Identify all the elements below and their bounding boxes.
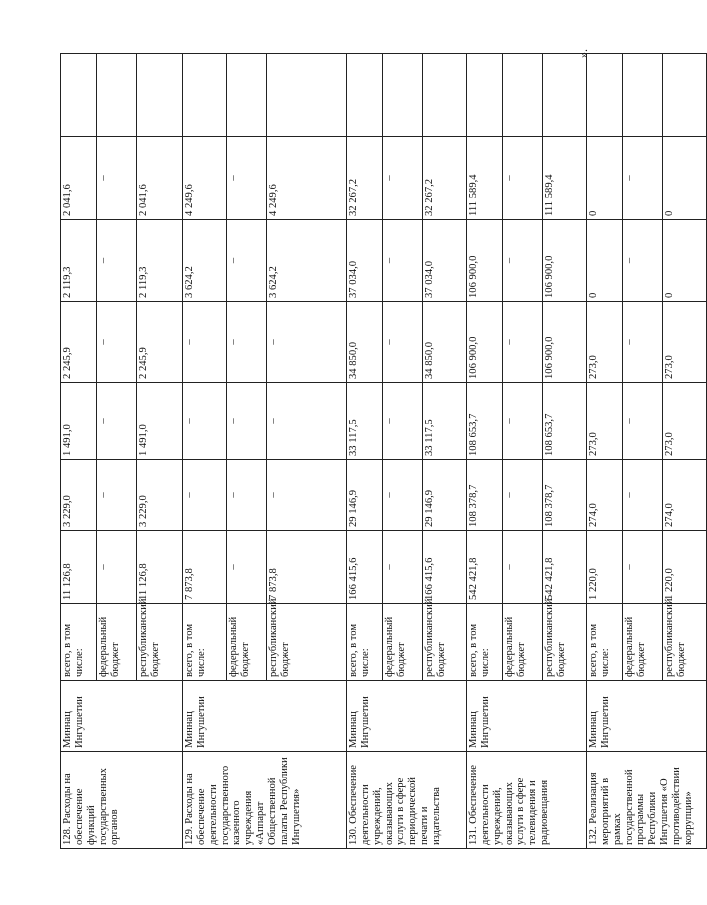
amount-cell: 542 421,8: [467, 531, 503, 604]
funding-source-cell: федеральный бюджет: [503, 604, 543, 681]
amount-cell: –: [503, 383, 543, 460]
amount-cell: –: [623, 220, 663, 302]
measure-title-cell: 129. Расходы на обеспечение деятельности государственного казенного учреждения «Аппарат Общественной палаты Республики Ингушетия»: [183, 752, 347, 849]
funding-source-cell: федеральный бюджет: [623, 604, 663, 681]
amount-cell: –: [623, 302, 663, 383]
amount-cell: 33 117,5: [423, 383, 467, 460]
amount-cell: 33 117,5: [347, 383, 383, 460]
amount-cell: 1 220,0: [587, 531, 623, 604]
amount-cell: –: [267, 460, 347, 531]
amount-cell: 1 220,0: [663, 531, 707, 604]
empty-cell: [383, 54, 423, 137]
amount-cell: –: [503, 137, 543, 220]
table-body: [61, 54, 707, 849]
funding-source-cell: республиканский бюджет: [543, 604, 587, 681]
amount-cell: 37 034,0: [347, 220, 383, 302]
amount-cell: 32 267,2: [347, 137, 383, 220]
table-row: [587, 54, 623, 849]
amount-cell: –: [383, 220, 423, 302]
amount-cell: –: [183, 460, 227, 531]
amount-cell: 0: [663, 220, 707, 302]
closing-quote: ».: [576, 49, 590, 58]
amount-cell: 108 653,7: [467, 383, 503, 460]
empty-cell: [137, 54, 183, 137]
amount-cell: 34 850,0: [347, 302, 383, 383]
empty-cell: [347, 54, 383, 137]
table-row: [183, 54, 227, 849]
amount-cell: 7 873,8: [267, 531, 347, 604]
amount-cell: 166 415,6: [423, 531, 467, 604]
amount-cell: 273,0: [587, 383, 623, 460]
amount-cell: –: [227, 460, 267, 531]
amount-cell: 4 249,6: [183, 137, 227, 220]
amount-cell: 37 034,0: [423, 220, 467, 302]
executor-cell: Миннац Ингушетии: [347, 681, 467, 752]
amount-cell: 274,0: [587, 460, 623, 531]
amount-cell: –: [623, 460, 663, 531]
amount-cell: –: [623, 531, 663, 604]
table-row: [347, 54, 383, 849]
amount-cell: –: [97, 531, 137, 604]
amount-cell: 2 119,3: [137, 220, 183, 302]
amount-cell: 273,0: [587, 302, 623, 383]
empty-cell: [587, 54, 623, 137]
empty-cell: [543, 54, 587, 137]
funding-source-cell: федеральный бюджет: [227, 604, 267, 681]
amount-cell: –: [183, 383, 227, 460]
amount-cell: –: [227, 531, 267, 604]
funding-source-cell: республиканский бюджет: [137, 604, 183, 681]
empty-cell: [97, 54, 137, 137]
amount-cell: 29 146,9: [347, 460, 383, 531]
amount-cell: 166 415,6: [347, 531, 383, 604]
amount-cell: 32 267,2: [423, 137, 467, 220]
amount-cell: –: [227, 220, 267, 302]
table-row: [61, 54, 97, 849]
measure-title-cell: 130. Обеспечение деятельности учреждений, оказывающих услуги в сфере периодической печати и издательства: [347, 752, 467, 849]
amount-cell: –: [503, 460, 543, 531]
amount-cell: –: [227, 383, 267, 460]
amount-cell: 274,0: [663, 460, 707, 531]
amount-cell: –: [267, 302, 347, 383]
funding-source-cell: всего, в том числе:: [587, 604, 623, 681]
amount-cell: 2 245,9: [137, 302, 183, 383]
amount-cell: –: [383, 531, 423, 604]
amount-cell: 2 119,3: [61, 220, 97, 302]
empty-cell: [61, 54, 97, 137]
amount-cell: 3 624,2: [183, 220, 227, 302]
budget-table: [60, 53, 707, 849]
funding-source-cell: всего, в том числе:: [61, 604, 97, 681]
amount-cell: 106 900,0: [467, 220, 503, 302]
amount-cell: –: [97, 383, 137, 460]
empty-cell: [183, 54, 227, 137]
amount-cell: 111 589,4: [467, 137, 503, 220]
funding-source-cell: федеральный бюджет: [383, 604, 423, 681]
empty-cell: [467, 54, 503, 137]
amount-cell: –: [183, 302, 227, 383]
empty-cell: [227, 54, 267, 137]
amount-cell: –: [97, 137, 137, 220]
amount-cell: 0: [587, 220, 623, 302]
executor-cell: Миннац Ингушетии: [61, 681, 183, 752]
amount-cell: –: [97, 220, 137, 302]
amount-cell: –: [97, 460, 137, 531]
amount-cell: 0: [663, 137, 707, 220]
amount-cell: 1 491,0: [137, 383, 183, 460]
measure-title-cell: 131. Обеспечение деятельности учреждений, оказывающих услуги в сфере телевидения и радиовещания: [467, 752, 587, 849]
funding-source-cell: всего, в том числе:: [347, 604, 383, 681]
amount-cell: 2 041,6: [137, 137, 183, 220]
amount-cell: 4 249,6: [267, 137, 347, 220]
amount-cell: 273,0: [663, 302, 707, 383]
empty-cell: [623, 54, 663, 137]
amount-cell: –: [623, 383, 663, 460]
amount-cell: 108 378,7: [543, 460, 587, 531]
amount-cell: 106 900,0: [543, 302, 587, 383]
amount-cell: 3 229,0: [61, 460, 97, 531]
amount-cell: 34 850,0: [423, 302, 467, 383]
amount-cell: –: [503, 302, 543, 383]
funding-source-cell: федеральный бюджет: [97, 604, 137, 681]
amount-cell: 106 900,0: [467, 302, 503, 383]
amount-cell: –: [267, 383, 347, 460]
amount-cell: 108 378,7: [467, 460, 503, 531]
empty-cell: [267, 54, 347, 137]
funding-source-cell: всего, в том числе:: [183, 604, 227, 681]
amount-cell: –: [383, 137, 423, 220]
amount-cell: –: [503, 531, 543, 604]
amount-cell: 3 624,2: [267, 220, 347, 302]
amount-cell: –: [383, 460, 423, 531]
amount-cell: 3 229,0: [137, 460, 183, 531]
measure-title-cell: 132. Реализация мероприятий в рамках государственной программы Республики Ингушетия «О противодействии коррупции»: [587, 752, 707, 849]
amount-cell: –: [503, 220, 543, 302]
amount-cell: 11 126,8: [61, 531, 97, 604]
funding-source-cell: всего, в том числе:: [467, 604, 503, 681]
amount-cell: 273,0: [663, 383, 707, 460]
amount-cell: 1 491,0: [61, 383, 97, 460]
empty-cell: [503, 54, 543, 137]
amount-cell: 111 589,4: [543, 137, 587, 220]
amount-cell: 0: [587, 137, 623, 220]
amount-cell: 106 900,0: [543, 220, 587, 302]
measure-title-cell: 128. Расходы на обеспечение функций государственных органов: [61, 752, 183, 849]
table-row: [467, 54, 503, 849]
empty-cell: [423, 54, 467, 137]
funding-source-cell: республиканский бюджет: [267, 604, 347, 681]
amount-cell: 11 126,8: [137, 531, 183, 604]
executor-cell: Миннац Ингушетии: [587, 681, 707, 752]
funding-source-cell: республиканский бюджет: [423, 604, 467, 681]
amount-cell: 2 245,9: [61, 302, 97, 383]
amount-cell: –: [383, 383, 423, 460]
executor-cell: Миннац Ингушетии: [183, 681, 347, 752]
amount-cell: –: [383, 302, 423, 383]
amount-cell: 108 653,7: [543, 383, 587, 460]
funding-source-cell: республиканский бюджет: [663, 604, 707, 681]
amount-cell: 7 873,8: [183, 531, 227, 604]
rotated-table-container: [60, 54, 694, 849]
amount-cell: 2 041,6: [61, 137, 97, 220]
amount-cell: –: [623, 137, 663, 220]
amount-cell: –: [227, 302, 267, 383]
amount-cell: –: [97, 302, 137, 383]
amount-cell: 29 146,9: [423, 460, 467, 531]
executor-cell: Миннац Ингушетии: [467, 681, 587, 752]
empty-cell: [663, 54, 707, 137]
amount-cell: 542 421,8: [543, 531, 587, 604]
amount-cell: –: [227, 137, 267, 220]
